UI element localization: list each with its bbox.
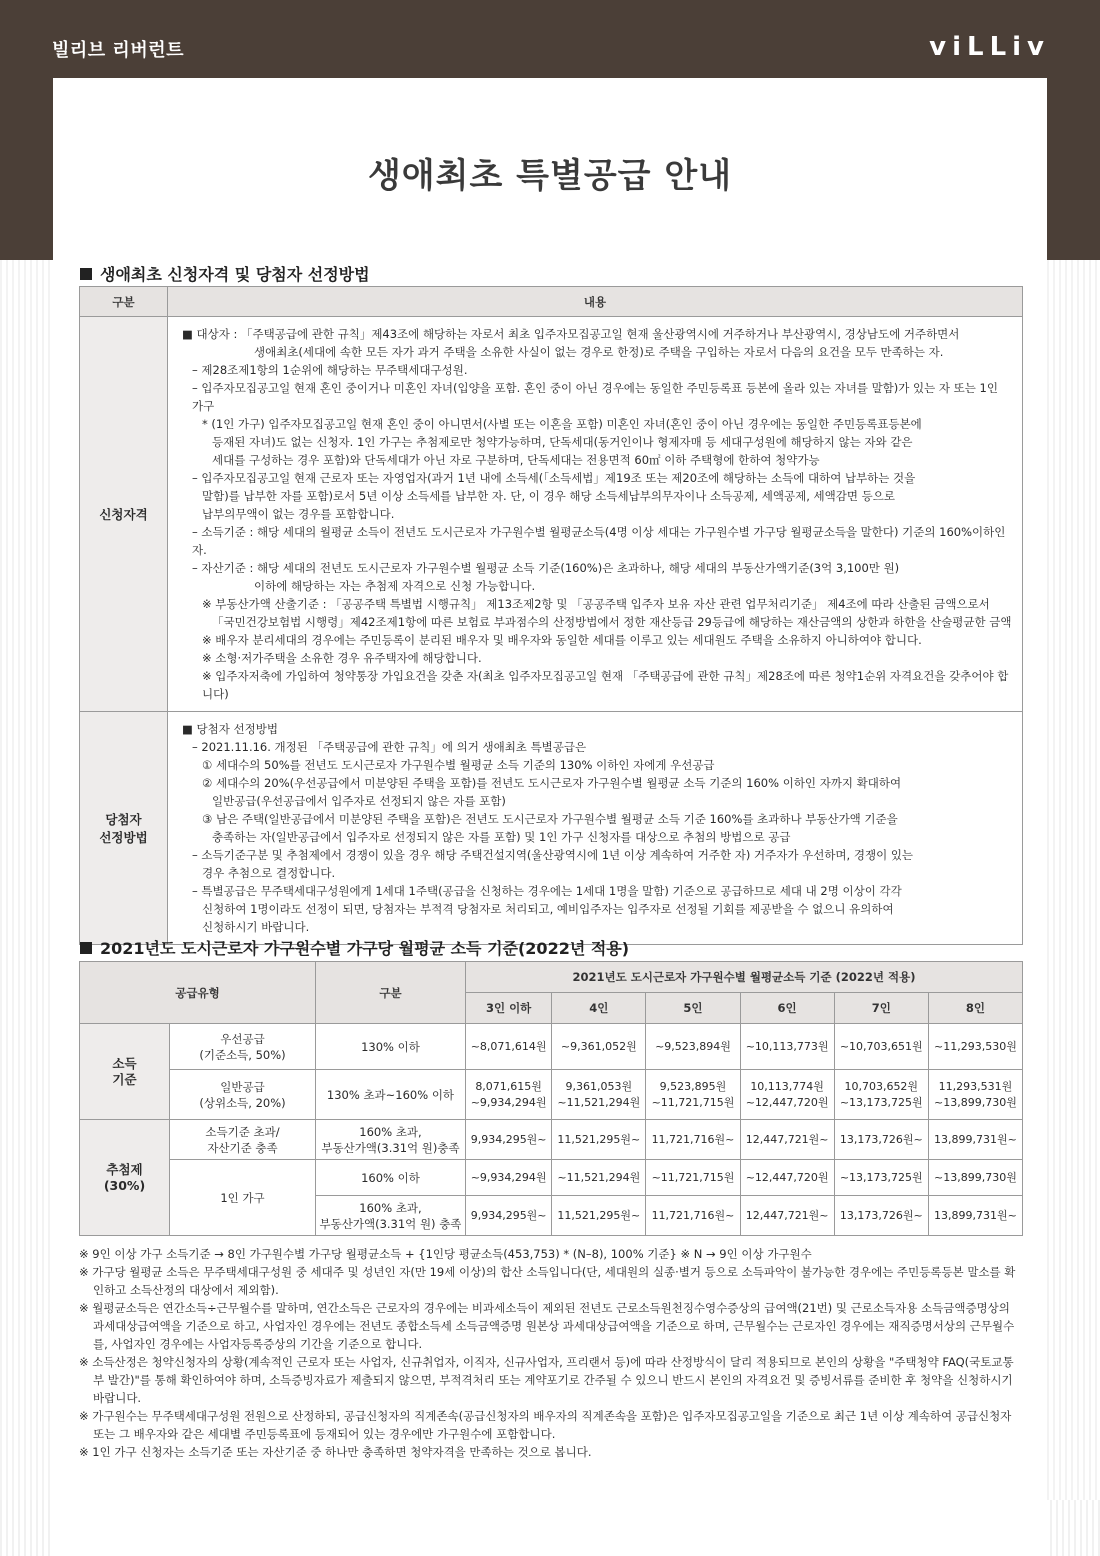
income-value: 11,293,531원 ~13,899,730원 — [928, 1070, 1022, 1120]
group-lottery: 추첨제 (30%) — [80, 1120, 170, 1236]
income-value: 9,934,295원~ — [465, 1120, 551, 1160]
income-value: 8,071,615원 ~9,934,294원 — [465, 1070, 551, 1120]
content-line: – 제28조제1항의 1순위에 해당하는 무주택세대구성원. — [192, 363, 468, 377]
content-line: ※ 소형·저가주택을 소유한 경우 유주택자에 해당합니다. — [202, 651, 482, 665]
content-line: 납부의무액이 없는 경우를 포함합니다. — [202, 507, 395, 521]
content-line: – 특별공급은 무주택세대구성원에게 1세대 1주택(공급을 신청하는 경우에는 1세대 1명을 말함) 기준으로 공급하므로 세대 내 2명 이상이 각각 — [192, 884, 902, 898]
income-table — [79, 961, 1023, 1236]
income-value: ~10,113,773원 — [740, 1024, 834, 1070]
table-row — [80, 1120, 1023, 1160]
content-line: – 입주자모집공고일 현재 근로자 또는 자영업자(과거 1년 내에 소득세(「소득세법」제19조 또는 제20조에 해당하는 소득에 대하여 납부하는 것을 — [192, 471, 916, 485]
supply-type: 일반공급 (상위소득, 20%) — [170, 1070, 316, 1120]
content-line: ■ 대상자 : 「주택공급에 관한 규칙」제43조에 해당하는 자로서 최초 입주자모집공고일 현재 울산광역시에 거주하거나 부산광역시, 경상남도에 거주하면서 — [182, 327, 960, 341]
col-header-persons: 3인 이하 — [465, 993, 551, 1024]
row-label: 당첨자 선정방법 — [80, 712, 168, 945]
col-header-type: 공급유형 — [80, 962, 316, 1024]
section1-heading-text: 생애최초 신청자격 및 당첨자 선정방법 — [100, 265, 370, 284]
income-value: 10,113,774원 ~12,447,720원 — [740, 1070, 834, 1120]
brand-name: 빌리브 리버런트 — [52, 40, 184, 61]
content-line: 경우 추첨으로 결정합니다. — [202, 866, 336, 880]
table-row — [80, 712, 1023, 945]
income-value: ~11,721,715원 — [646, 1160, 740, 1196]
income-value: 11,721,716원~ — [646, 1120, 740, 1160]
income-value: ~9,523,894원 — [646, 1024, 740, 1070]
col-header-content: 내용 — [168, 287, 1023, 317]
income-value: 11,721,716원~ — [646, 1196, 740, 1236]
side-pattern-left — [0, 260, 53, 1556]
table-header-row — [80, 287, 1023, 317]
footnote: ※ 가구원수는 무주택세대구성원 전원으로 산정하되, 공급신청자의 직계존속(공급신청자의 배우자의 직계존속을 포함)은 입주자모집공고일을 기준으로 최근 1년 이상 계속하여 공급신청자 또는 그 배우자와 같은 세대별 주민등록표에 등재되어 있는 경우에만 가구원수에 포함합니다. — [79, 1409, 1012, 1441]
table-row — [80, 1160, 1023, 1196]
col-header-persons: 7인 — [834, 993, 928, 1024]
row-content — [168, 712, 1023, 945]
col-header-persons: 4인 — [552, 993, 646, 1024]
content-line: 생애최초(세대에 속한 모든 자가 과거 주택을 소유한 사실이 없는 경우로 한정)로 주택을 구입하는 자로서 다음의 요건을 모두 만족하는 자. — [254, 345, 944, 359]
income-value: ~12,447,720원 — [740, 1160, 834, 1196]
income-value: 11,521,295원~ — [552, 1120, 646, 1160]
footnote: ※ 가구당 월평균 소득은 무주택세대구성원 중 세대주 및 성년인 자(만 19세 이상)의 합산 소득입니다(단, 세대원의 실종·별거 등으로 소득파악이 불가능한 경우에는 주민등록등본 말소를 확인하고 소득산정의 대상에서 제외함). — [79, 1265, 1016, 1297]
content-line: 신청하시기 바랍니다. — [202, 920, 310, 934]
income-class: 130% 이하 — [315, 1024, 465, 1070]
col-header-group: 2021년도 도시근로자 가구원수별 월평균소득 기준 (2022년 적용) — [465, 962, 1022, 993]
supply-type: 우선공급 (기준소득, 50%) — [170, 1024, 316, 1070]
income-value: ~13,899,730원 — [928, 1160, 1022, 1196]
content-line: 말함)를 납부한 자를 포함)로서 5년 이상 소득세를 납부한 자. 단, 이 경우 해당 소득세납부의무자이나 소득공제, 세액공제, 세액감면 등으로 — [202, 489, 895, 503]
income-value: ~13,173,725원 — [834, 1160, 928, 1196]
group-income-basis: 소득 기준 — [80, 1024, 170, 1120]
col-header-category: 구분 — [80, 287, 168, 317]
content-line: ※ 배우자 분리세대의 경우에는 주민등록이 분리된 배우자 및 배우자와 동일한 세대를 이루고 있는 세대원도 주택을 소유하지 아니하여야 합니다. — [202, 633, 922, 647]
income-value: 12,447,721원~ — [740, 1196, 834, 1236]
income-value: 13,899,731원~ — [928, 1196, 1022, 1236]
income-value: 10,703,652원 ~13,173,725원 — [834, 1070, 928, 1120]
footnote: ※ 9인 이상 가구 소득기준 → 8인 가구원수별 가구당 월평균소득 + {1인당 평균소득(453,753) * (N–8), 100% 기준} ※ N → 9인 이상 가구원수 — [79, 1247, 812, 1261]
content-line: * (1인 가구) 입주자모집공고일 현재 혼인 중이 아니면서(사별 또는 이혼을 포함) 미혼인 자녀(혼인 중이 아닌 경우에는 동일한 주민등록표등본에 — [202, 417, 922, 431]
income-class: 160% 이하 — [315, 1160, 465, 1196]
content-line: 일반공급(우선공급에서 입주자로 선정되지 않은 자를 포함) — [212, 794, 506, 808]
content-line: ① 세대수의 50%를 전년도 도시근로자 가구원수별 월평균 소득 기준의 130% 이하인 자에게 우선공급 — [202, 758, 715, 772]
income-value: ~9,361,052원 — [552, 1024, 646, 1070]
content-line: 이하에 해당하는 자는 추첨제 자격으로 신청 가능합니다. — [254, 579, 536, 593]
content-line: 「국민건강보험법 시행령」제42조제1항에 따른 보험료 부과점수의 산정방법에서 정한 재산등급 29등급에 해당하는 재산금액의 상한과 하한을 산술평균한 금액 — [212, 615, 1012, 629]
square-bullet-icon — [80, 942, 92, 954]
footnotes — [79, 1245, 1023, 1461]
income-value: 9,361,053원 ~11,521,294원 — [552, 1070, 646, 1120]
income-value: ~9,934,294원 — [465, 1160, 551, 1196]
col-header-persons: 8인 — [928, 993, 1022, 1024]
row-content — [168, 317, 1023, 712]
supply-type: 소득기준 초과/ 자산기준 충족 — [170, 1120, 316, 1160]
content-line: – 소득기준구분 및 추첨제에서 경쟁이 있을 경우 해당 주택건설지역(울산광역시에 1년 이상 계속하여 거주한 자) 거주자가 우선하며, 경쟁이 있는 — [192, 848, 914, 862]
income-value: 12,447,721원~ — [740, 1120, 834, 1160]
income-class: 130% 초과~160% 이하 — [315, 1070, 465, 1120]
content-line: – 자산기준 : 해당 세대의 전년도 도시근로자 가구원수별 월평균 소득 기준(160%)은 초과하나, 해당 세대의 부동산가액기준(3억 3,100만 원) — [192, 561, 900, 575]
content-line: – 2021.11.16. 개정된 「주택공급에 관한 규칙」에 의거 생애최초 특별공급은 — [192, 740, 587, 754]
side-pattern-right — [1047, 260, 1100, 1556]
col-header-persons: 6인 — [740, 993, 834, 1024]
page-title: 생애최초 특별공급 안내 — [367, 156, 733, 196]
document-sheet — [53, 78, 1047, 1556]
content-line: ※ 입주자저축에 가입하여 청약통장 가입요건을 갖춘 자(최초 입주자모집공고일 현재 「주택공급에 관한 규칙」제28조에 따른 청약1순위 자격요건을 갖추어야 합니다) — [202, 669, 1009, 701]
income-value: 9,934,295원~ — [465, 1196, 551, 1236]
content-line: 충족하는 자(일반공급에서 입주자로 선정되지 않은 자를 포함) 및 1인 가구 신청자를 대상으로 추첨의 방법으로 공급 — [212, 830, 791, 844]
income-value: 9,523,895원 ~11,721,715원 — [646, 1070, 740, 1120]
income-value: ~11,521,294원 — [552, 1160, 646, 1196]
table-row — [80, 317, 1023, 712]
col-header-class: 구분 — [315, 962, 465, 1024]
content-line: – 소득기준 : 해당 세대의 월평균 소득이 전년도 도시근로자 가구원수별 월평균소득(4명 이상 세대는 가구원수별 가구당 월평균소득을 말한다) 기준의 160%이하인 자. — [192, 525, 1006, 557]
footnote: ※ 월평균소득은 연간소득÷근무월수를 말하며, 연간소득은 근로자의 경우에는 비과세소득이 제외된 전년도 근로소득원천징수영수증상의 급여액(21번) 및 근로소득자용 소득금액증명상의 과세대상급여액을 기준으로 하고, 사업자인 경우에는 전년도 종합소득세 소득금액증명 원본상 과세대상급여액을 기준으로 하며, 근무월수는 근로자인 경우에는 재직증명서상의 근무월수를, 사업자인 경우에는 사업자등록증상의 기간을 기준으로 합니다. — [79, 1301, 1015, 1351]
table-row — [80, 1070, 1023, 1120]
content-line: ■ 당첨자 선정방법 — [182, 722, 278, 736]
income-value: 13,173,726원~ — [834, 1120, 928, 1160]
section1-heading — [80, 262, 370, 285]
income-value: 11,521,295원~ — [552, 1196, 646, 1236]
content-line: – 입주자모집공고일 현재 혼인 중이거나 미혼인 자녀(입양을 포함. 혼인 중이 아닌 경우에는 동일한 주민등록표 등본에 올라 있는 자녀를 말함)가 있는 자 또는 1인 가구 — [192, 381, 998, 413]
income-value: ~11,293,530원 — [928, 1024, 1022, 1070]
villiv-logo: viLLiv — [929, 32, 1050, 62]
table-row — [80, 1024, 1023, 1070]
content-line: 신청하여 1명이라도 선정이 되면, 당첨자는 부적격 당첨자로 처리되고, 예비입주자는 입주자로 선정될 기회를 제공받을 수 없으니 유의하여 — [202, 902, 894, 916]
row-label: 신청자격 — [80, 317, 168, 712]
eligibility-table — [79, 286, 1023, 945]
content-line: ② 세대수의 20%(우선공급에서 미분양된 주택을 포함)를 전년도 도시근로자 가구원수별 월평균 소득 기준의 160% 이하인 자까지 확대하여 — [202, 776, 902, 790]
square-bullet-icon — [80, 268, 92, 280]
table-header-row — [80, 962, 1023, 993]
supply-type: 1인 가구 — [170, 1160, 316, 1236]
income-value: ~8,071,614원 — [465, 1024, 551, 1070]
footnote: ※ 소득산정은 청약신청자의 상황(계속적인 근로자 또는 사업자, 신규취업자, 이직자, 신규사업자, 프리랜서 등)에 따라 산정방식이 달리 적용되므로 본인의 상황을 "주택청약 FAQ(국토교통부 발간)"를 통해 확인하여야 하며, 소득증빙자료가 제출되지 않으면, 부적격처리 또는 계약포기로 간주될 수 있으니 반드시 본인의 자격요건 및 증빙서류를 준비한 후 청약을 신청하시기 바랍니다. — [79, 1355, 1014, 1405]
income-value: 13,173,726원~ — [834, 1196, 928, 1236]
section2-heading-text: 2021년도 도시근로자 가구원수별 가구당 월평균 소득 기준(2022년 적용) — [100, 939, 630, 958]
content-line: ※ 부동산가액 산출기준 : 「공공주택 특별법 시행규칙」 제13조제2항 및 「공공주택 입주자 보유 자산 관련 업무처리기준」 제4조에 따라 산출된 금액으로서 — [202, 597, 990, 611]
income-value: ~10,703,651원 — [834, 1024, 928, 1070]
income-class: 160% 초과, 부동산가액(3.31억 원) 충족 — [315, 1196, 465, 1236]
income-class: 160% 초과, 부동산가액(3.31억 원)충족 — [315, 1120, 465, 1160]
content-line: ③ 남은 주택(일반공급에서 미분양된 주택을 포함)은 전년도 도시근로자 가구원수별 월평균 소득 기준 160%를 초과하나 부동산가액 기준을 — [202, 812, 898, 826]
income-value: 13,899,731원~ — [928, 1120, 1022, 1160]
content-line: 세대를 구성하는 경우 포함)와 단독세대가 아닌 자로 구분하며, 단독세대는 전용면적 60㎡ 이하 주택형에 한하여 청약가능 — [212, 453, 820, 467]
footnote: ※ 1인 가구 신청자는 소득기준 또는 자산기준 중 하나만 충족하면 청약자격을 만족하는 것으로 봅니다. — [79, 1445, 592, 1459]
section2-heading — [80, 936, 629, 959]
content-line: 등재된 자녀)도 없는 신청자. 1인 가구는 추첨제로만 청약가능하며, 단독세대(동거인이나 형제자매 등 세대구성원에 해당하지 않는 자와 같은 — [212, 435, 913, 449]
col-header-persons: 5인 — [646, 993, 740, 1024]
